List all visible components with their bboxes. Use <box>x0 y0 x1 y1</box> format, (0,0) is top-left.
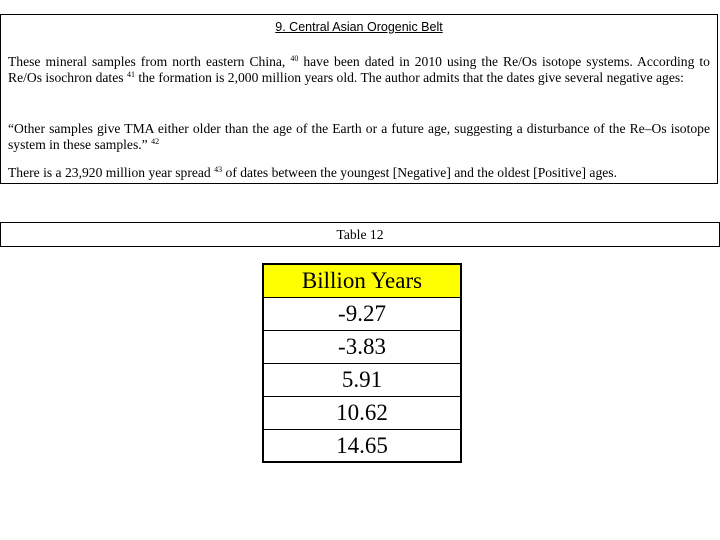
table-cell: -3.83 <box>264 331 461 364</box>
table-header-cell: Billion Years <box>264 265 461 298</box>
table-row <box>264 430 461 463</box>
paragraph-text: have been dated in 2010 using the Re/Os isotope systems. According to Re/Os isochron dates <box>8 54 710 85</box>
table-row <box>264 364 461 397</box>
table-header-row <box>264 265 461 298</box>
footnote-ref: 40 <box>290 54 299 63</box>
paragraph-intro <box>8 54 710 86</box>
table-row <box>264 298 461 331</box>
table-row <box>264 331 461 364</box>
paragraph-text: These mineral samples from north eastern China, <box>8 54 291 69</box>
footnote-ref: 43 <box>214 165 223 174</box>
footnote-ref: 41 <box>126 70 135 79</box>
footnote-ref: 42 <box>151 137 160 146</box>
table-cell: 5.91 <box>264 364 461 397</box>
paragraph-text: “Other samples give TMA either older than the age of the Earth or a future age, suggesting a disturbance of the Re–Os isotope system in these samples.” <box>8 121 710 152</box>
ages-table <box>263 264 461 463</box>
table-row <box>264 397 461 430</box>
paragraph-text: There is a 23,920 million year spread <box>8 165 215 180</box>
paragraph-text: the formation is 2,000 million years old. The author admits that the dates give several negative ages: <box>134 70 684 85</box>
table-cell: 10.62 <box>264 397 461 430</box>
table-caption: Table 12 <box>0 222 720 247</box>
text-box <box>0 14 718 184</box>
paragraph-quote <box>8 121 710 153</box>
section-title: 9. Central Asian Orogenic Belt <box>275 20 443 34</box>
paragraph-spread <box>8 165 710 181</box>
table-cell: -9.27 <box>264 298 461 331</box>
table-cell: 14.65 <box>264 430 461 463</box>
paragraph-text: of dates between the youngest [Negative] and the oldest [Positive] ages. <box>222 165 617 180</box>
